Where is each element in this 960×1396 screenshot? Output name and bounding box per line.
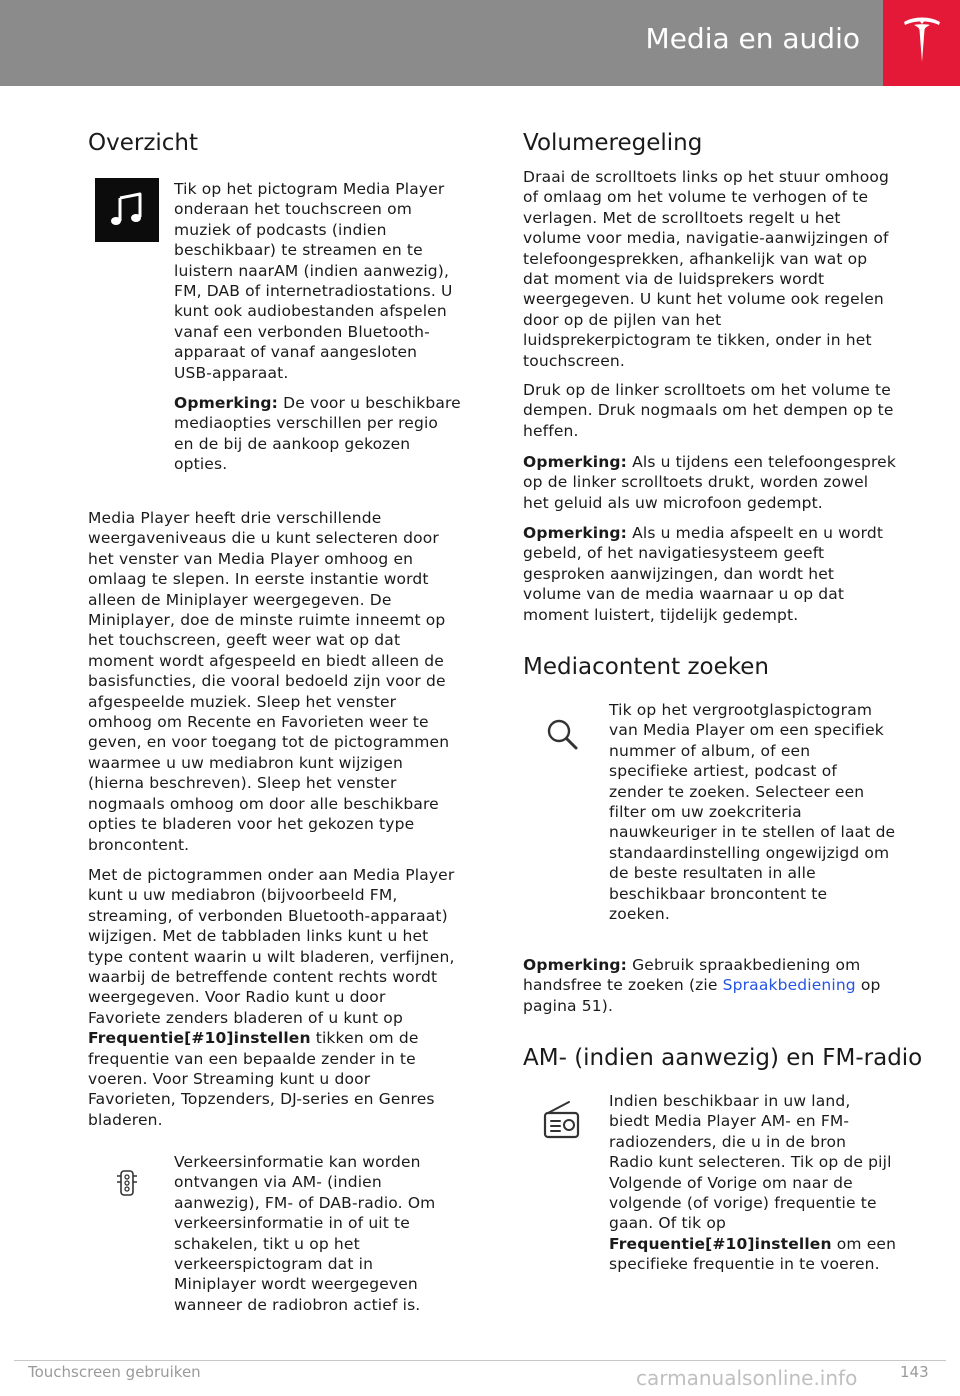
tesla-logo-icon (902, 16, 942, 66)
magnifier-icon (544, 716, 580, 752)
note-voice-search: Opmerking: Gebruik spraakbediening om handsfree te zoeken (zie Spraakbediening op pagina 51). (523, 956, 881, 1015)
section-title-volume: Volumeregeling (523, 130, 703, 156)
media-player-intro: Tik op het pictogram Media Player onderaan het touchscreen om muziek of podcasts (indien beschikbaar) te streamen en te luistern naarAM (indien aanwezig), FM, DAB of internetradiostations. U kunt ook audiobestanden afspelen vanaf een verbonden Bluetooth- apparaat of vanaf aangesloten USB-apparaat. (174, 180, 453, 382)
section-title-radio: AM- (indien aanwezig) en FM-radio (523, 1045, 923, 1071)
page-number: 143 (900, 1363, 929, 1381)
paragraph-volume: Draai de scrolltoets links op het stuur omhoog of omlaag om het volume te verhogen of te verlagen. Met de scrolltoets regelt u het volume voor media, navigatie-aanwijzingen of telefoongesprekken, afhankelijk van wat op dat moment via de luidsprekers wordt weergegeven. U kunt het volume ook regelen door op de pijlen van het luidsprekerpictogram te tikken, onder in het touchscreen. (523, 168, 889, 370)
traffic-info-text: Verkeersinformatie kan worden ontvangen via AM- (indien aanwezig), FM- of DAB-radio. Om verkeersinformatie in of uit te schakelen, tikt u op het verkeerspictogram dat in Miniplayer wordt weergegeven wanneer de radiobron actief is. (174, 1153, 436, 1314)
media-player-tile (95, 178, 159, 242)
footer-divider (14, 1360, 946, 1361)
paragraph-mute: Druk op de linker scrolltoets om het volume te dempen. Druk nogmaals om het dempen op te heffen. (523, 381, 894, 440)
note-media-mute: Opmerking: Als u media afspeelt en u wordt gebeld, of het navigatiesysteem geeft gesproken aanwijzingen, dan wordt het volume van de media waarnaar u op dat moment luistert, tijdelijk gedempt. (523, 524, 884, 624)
music-note-icon (108, 191, 146, 229)
page-header (0, 0, 960, 86)
paragraph-media-source: Met de pictogrammen onder aan Media Player kunt u uw mediabron (bijvoorbeeld FM, streaming, of verbonden Bluetooth-apparaat) wijzigen. Met de tabbladen links kunt u het type content waarin u wilt bladeren, verfijnen, waarbij de betreffende content rechts wordt weergegeven. Voor Radio kunt u door Favoriete zenders bladeren of u kunt op Frequentie[#10]instellen tikken om de frequentie van een bepaalde zender in te voeren. Voor Streaming kunt u door Favorieten, Topzenders, DJ-series en Genres bladeren. (88, 866, 455, 1129)
watermark: carmanualsonline.info (636, 1366, 858, 1390)
section-title-overzicht: Overzicht (88, 130, 199, 156)
note-media-options: Opmerking: De voor u beschikbare mediaopties verschillen per regio en de bij de aankoop gekozen opties. (174, 394, 461, 474)
chapter-title: Media en audio (645, 22, 860, 55)
footer-section: Touchscreen gebruiken (28, 1363, 201, 1381)
traffic-light-icon (114, 1169, 140, 1197)
section-title-search: Mediacontent zoeken (523, 654, 769, 680)
radio-icon (541, 1099, 581, 1141)
voice-control-link[interactable]: Spraakbediening (722, 976, 856, 995)
radio-text: Indien beschikbaar in uw land, biedt Media Player AM- en FM- radiozenders, die u in de bron Radio kunt selecteren. Tik op de pijl Volgende of Vorige om naar de volgende (of vorige) frequentie te gaan. Of tik op Frequentie[#10]instellen om een specifieke frequentie in te voeren. (609, 1092, 897, 1274)
note-phone-mute: Opmerking: Als u tijdens een telefoongesprek op de linker scrolltoets drukt, worden zowel het geluid als uw microfoon gedempt. (523, 453, 896, 512)
paragraph-display-levels: Media Player heeft drie verschillende weergaveniveaus die u kunt selecteren door het venster van Media Player omhoog en omlaag te slepen. In eerste instantie wordt alleen de Miniplayer weergegeven. De Miniplayer, doe de minste ruimte inneemt op het touchscreen, geeft weer wat op dat moment wordt afgespeeld en biedt alleen de basisfuncties, die vooral bedoeld zijn voor de afgespeelde muziek. Sleep het venster omhoog om Recente en Favorieten weer te geven, en voor toegang tot de pictogrammen waarmee u uw mediabron kunt wijzigen (hierna beschreven). Sleep het venster nogmaals omhoog om door alle beschikbare opties te bladeren voor het gekozen type broncontent. (88, 509, 450, 854)
search-text: Tik op het vergrootglaspictogram van Media Player om een specifiek nummer of album, of een specifieke artiest, podcast of zender te zoeken. Selecteer een filter om uw zoekcriteria nauwkeuriger in te stellen of laat de standaardinstelling ongewijzigd om de beste resultaten in alle beschikbaar broncontent te zoeken. (609, 701, 896, 924)
logo-badge (883, 0, 960, 86)
